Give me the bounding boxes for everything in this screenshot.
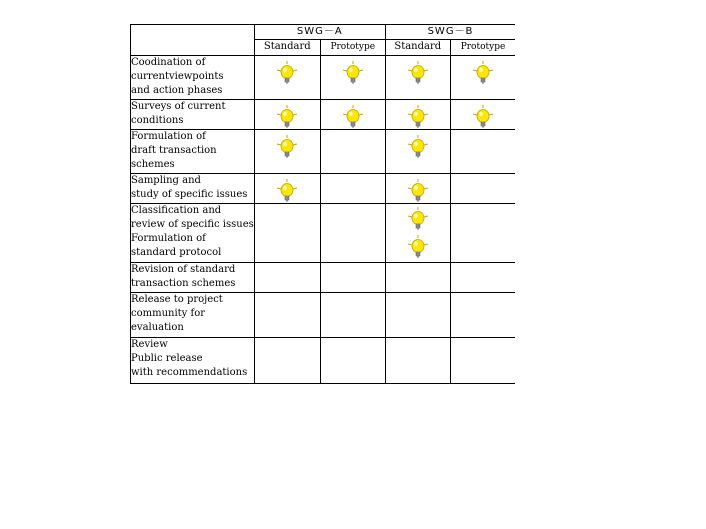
status-cell: [320, 100, 385, 130]
status-cell: [385, 204, 450, 263]
row-label-line: transaction schemes: [131, 278, 236, 289]
lightbulb-icon: [405, 135, 431, 161]
status-cell: [254, 56, 320, 100]
row-label-line: Formulation of: [131, 131, 206, 142]
lightbulb-icon: [340, 105, 366, 131]
row-label-line: Surveys of current: [131, 101, 226, 112]
status-cell: [254, 174, 320, 204]
table-body: [131, 56, 516, 384]
status-cell: [450, 263, 515, 293]
row-label-line: study of specific issues: [131, 189, 248, 200]
lightbulb-icon: [405, 235, 431, 261]
status-cell: [450, 56, 515, 100]
corner-cell: [131, 25, 255, 56]
lightbulb-icon: [405, 135, 431, 161]
row-label: [131, 56, 255, 100]
subheader-b-standard: Standard: [385, 40, 450, 56]
lightbulb-icon: [405, 61, 431, 87]
status-cell: [320, 174, 385, 204]
row-label-line: community for: [131, 308, 206, 319]
group-header-swg-a: SWG－A: [254, 25, 385, 40]
lightbulb-icon: [405, 179, 431, 205]
table-row: [131, 338, 516, 384]
row-label: [131, 263, 255, 293]
row-label-line: Revision of standard: [131, 264, 236, 275]
lightbulb-icon: [274, 135, 300, 161]
table-row: [131, 100, 516, 130]
lightbulb-icon: [405, 235, 431, 261]
lightbulb-icon: [405, 207, 431, 233]
status-cell: [450, 174, 515, 204]
status-cell: [254, 338, 320, 384]
row-label-line: Sampling and: [131, 175, 201, 186]
row-label-line: standard protocol: [131, 247, 222, 258]
table-row: [131, 56, 516, 100]
lightbulb-icon: [405, 207, 431, 233]
status-cell: [385, 56, 450, 100]
status-cell: [385, 100, 450, 130]
status-cell: [320, 338, 385, 384]
row-label-line: evaluation: [131, 322, 184, 333]
subheader-a-prototype: Prototype: [320, 40, 385, 56]
status-cell: [254, 263, 320, 293]
status-cell: [254, 293, 320, 338]
lightbulb-icon: [274, 105, 300, 131]
lightbulb-icon: [274, 105, 300, 131]
row-label: [131, 204, 255, 263]
row-label-line: draft transaction: [131, 145, 217, 156]
lightbulb-icon: [274, 135, 300, 161]
lightbulb-icon: [274, 179, 300, 205]
lightbulb-icon: [405, 61, 431, 87]
lightbulb-icon: [274, 61, 300, 87]
status-cell: [254, 204, 320, 263]
status-cell: [320, 263, 385, 293]
row-label-line: Review: [131, 339, 168, 350]
status-cell: [254, 100, 320, 130]
table-row: [131, 130, 516, 174]
subheader-b-prototype: Prototype: [450, 40, 515, 56]
lightbulb-icon: [405, 179, 431, 205]
row-label-line: Classification and: [131, 205, 222, 216]
lightbulb-icon: [470, 61, 496, 87]
row-label-line: schemes: [131, 159, 175, 170]
table-row: [131, 174, 516, 204]
lightbulb-icon: [470, 105, 496, 131]
row-label-line: and action phases: [131, 85, 223, 96]
subheader-a-standard: Standard: [254, 40, 320, 56]
status-cell: [450, 130, 515, 174]
status-cell: [320, 204, 385, 263]
table-row: [131, 263, 516, 293]
status-cell: [385, 174, 450, 204]
row-label-line: Coodination of: [131, 57, 206, 68]
table-row: [131, 204, 516, 263]
row-label: [131, 130, 255, 174]
status-cell: [320, 56, 385, 100]
row-label: [131, 338, 255, 384]
lightbulb-icon: [274, 61, 300, 87]
progress-table: [130, 24, 515, 384]
lightbulb-icon: [340, 61, 366, 87]
row-label-line: Formulation of: [131, 233, 206, 244]
row-label-line: currentviewpoints: [131, 71, 224, 82]
status-cell: [320, 293, 385, 338]
lightbulb-icon: [340, 105, 366, 131]
lightbulb-icon: [405, 105, 431, 131]
lightbulb-icon: [274, 179, 300, 205]
row-label-line: with recommendations: [131, 367, 248, 378]
row-label-line: Public release: [131, 353, 203, 364]
lightbulb-icon: [405, 105, 431, 131]
row-label-line: Release to project: [131, 294, 223, 305]
table-row: [131, 293, 516, 338]
status-cell: [385, 293, 450, 338]
status-cell: [450, 204, 515, 263]
row-label: [131, 174, 255, 204]
status-cell: [450, 293, 515, 338]
status-cell: [385, 338, 450, 384]
status-cell: [385, 263, 450, 293]
group-header-swg-b: SWG－B: [385, 25, 515, 40]
row-label: [131, 293, 255, 338]
status-cell: [320, 130, 385, 174]
lightbulb-icon: [470, 61, 496, 87]
status-cell: [450, 338, 515, 384]
lightbulb-icon: [340, 61, 366, 87]
row-label: [131, 100, 255, 130]
status-cell: [254, 130, 320, 174]
row-label-line: conditions: [131, 115, 184, 126]
row-label-line: review of specific issues: [131, 219, 254, 230]
lightbulb-icon: [470, 105, 496, 131]
status-cell: [450, 100, 515, 130]
status-cell: [385, 130, 450, 174]
